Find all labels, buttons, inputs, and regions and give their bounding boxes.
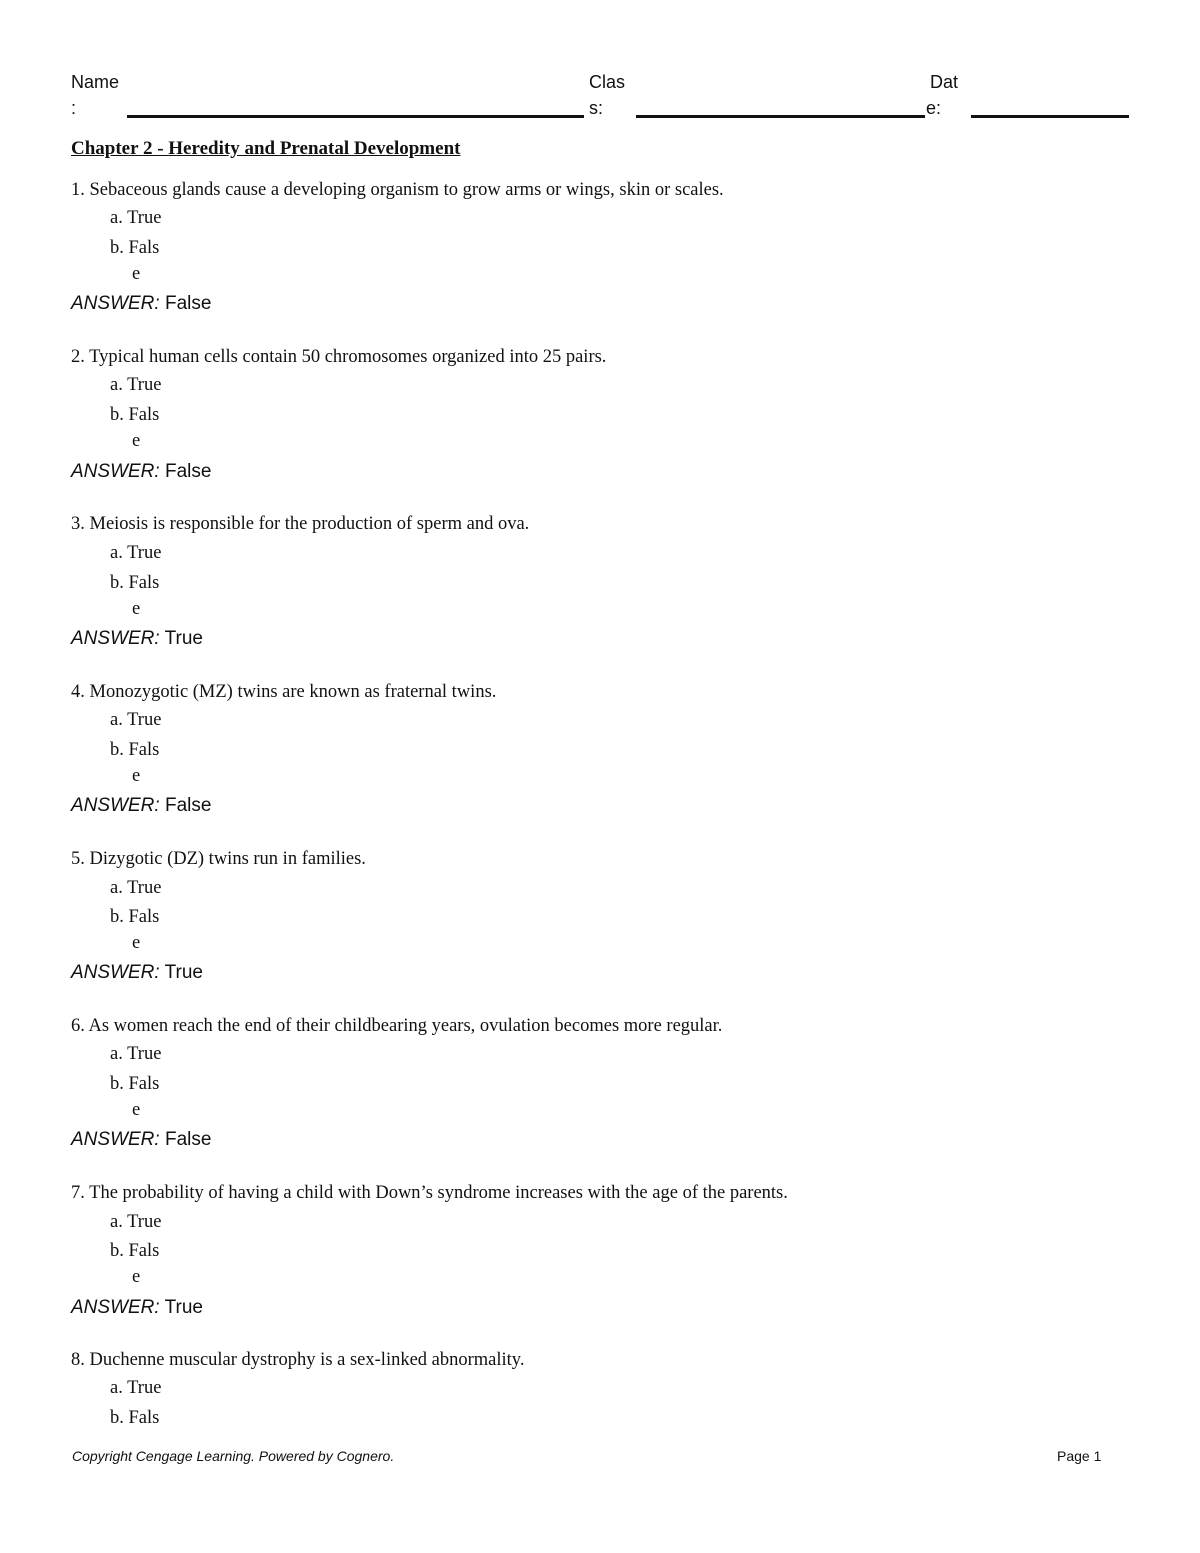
question-text: 4. Monozygotic (MZ) twins are known as fraternal twins. bbox=[71, 682, 497, 702]
option-false-wrap: e bbox=[132, 599, 141, 619]
answer-line bbox=[71, 1129, 211, 1151]
question-item bbox=[71, 180, 1131, 330]
option-false-wrap: e bbox=[132, 1100, 141, 1120]
question-item bbox=[71, 514, 1131, 664]
question-text: 6. As women reach the end of their childbearing years, ovulation becomes more regular. bbox=[71, 1016, 723, 1036]
class-field[interactable] bbox=[636, 115, 925, 118]
option-true: a. True bbox=[110, 710, 162, 730]
option-true: a. True bbox=[110, 208, 162, 228]
name-field[interactable] bbox=[127, 115, 584, 118]
option-false: b. Fals bbox=[110, 573, 160, 593]
option-false: b. Fals bbox=[110, 1408, 160, 1428]
name-label: Name bbox=[71, 72, 120, 92]
question-text: 2. Typical human cells contain 50 chromosomes organized into 25 pairs. bbox=[71, 347, 607, 367]
question-item bbox=[71, 1016, 1131, 1166]
question-item bbox=[71, 682, 1131, 832]
option-false-wrap: e bbox=[132, 766, 141, 786]
class-label: Clas bbox=[589, 72, 626, 92]
answer-line bbox=[71, 461, 211, 483]
chapter-title: Chapter 2 - Heredity and Prenatal Development bbox=[71, 138, 461, 159]
option-true: a. True bbox=[110, 375, 162, 395]
answer-label: ANSWER: bbox=[71, 628, 160, 649]
answer-line bbox=[71, 962, 203, 984]
answer-label: ANSWER: bbox=[71, 1129, 160, 1150]
question-text: 1. Sebaceous glands cause a developing organism to grow arms or wings, skin or scales. bbox=[71, 180, 724, 200]
question-item bbox=[71, 849, 1131, 999]
page-number: Page 1 bbox=[1057, 1448, 1102, 1464]
option-false-wrap: e bbox=[132, 264, 141, 284]
option-false: b. Fals bbox=[110, 907, 160, 927]
option-false-wrap: e bbox=[132, 1267, 141, 1287]
option-false: b. Fals bbox=[110, 1241, 160, 1261]
name-label-colon: : bbox=[71, 98, 77, 118]
question-text: 5. Dizygotic (DZ) twins run in families. bbox=[71, 849, 366, 869]
option-false: b. Fals bbox=[110, 740, 160, 760]
class-label-colon: s: bbox=[589, 98, 604, 118]
question-text: 8. Duchenne muscular dystrophy is a sex-linked abnormality. bbox=[71, 1350, 525, 1370]
answer-value: False bbox=[164, 293, 212, 314]
question-text: 3. Meiosis is responsible for the production of sperm and ova. bbox=[71, 514, 530, 534]
answer-label: ANSWER: bbox=[71, 962, 160, 983]
date-label: Dat bbox=[930, 72, 959, 92]
option-true: a. True bbox=[110, 1044, 162, 1064]
option-false: b. Fals bbox=[110, 1074, 160, 1094]
answer-value: False bbox=[164, 1129, 212, 1150]
answer-label: ANSWER: bbox=[71, 1297, 160, 1318]
question-item bbox=[71, 347, 1131, 497]
answer-label: ANSWER: bbox=[71, 461, 160, 482]
option-true: a. True bbox=[110, 1378, 162, 1398]
copyright-notice: Copyright Cengage Learning. Powered by Cognero. bbox=[72, 1448, 395, 1464]
answer-line bbox=[71, 628, 203, 650]
option-true: a. True bbox=[110, 1212, 162, 1232]
date-label-colon: e: bbox=[926, 98, 942, 118]
answer-value: True bbox=[164, 1297, 203, 1318]
answer-line bbox=[71, 1297, 203, 1319]
option-false: b. Fals bbox=[110, 238, 160, 258]
option-false-wrap: e bbox=[132, 431, 141, 451]
question-item bbox=[71, 1350, 1131, 1430]
answer-value: False bbox=[164, 795, 212, 816]
option-false-wrap: e bbox=[132, 933, 141, 953]
option-false: b. Fals bbox=[110, 405, 160, 425]
option-true: a. True bbox=[110, 543, 162, 563]
question-text: 7. The probability of having a child with Down’s syndrome increases with the age of the parents. bbox=[71, 1183, 788, 1203]
answer-label: ANSWER: bbox=[71, 293, 160, 314]
date-field[interactable] bbox=[971, 115, 1129, 118]
answer-line bbox=[71, 293, 211, 315]
option-true: a. True bbox=[110, 878, 162, 898]
answer-value: False bbox=[164, 461, 212, 482]
question-item bbox=[71, 1183, 1131, 1333]
answer-line bbox=[71, 795, 211, 817]
answer-value: True bbox=[164, 962, 203, 983]
answer-label: ANSWER: bbox=[71, 795, 160, 816]
answer-value: True bbox=[164, 628, 203, 649]
